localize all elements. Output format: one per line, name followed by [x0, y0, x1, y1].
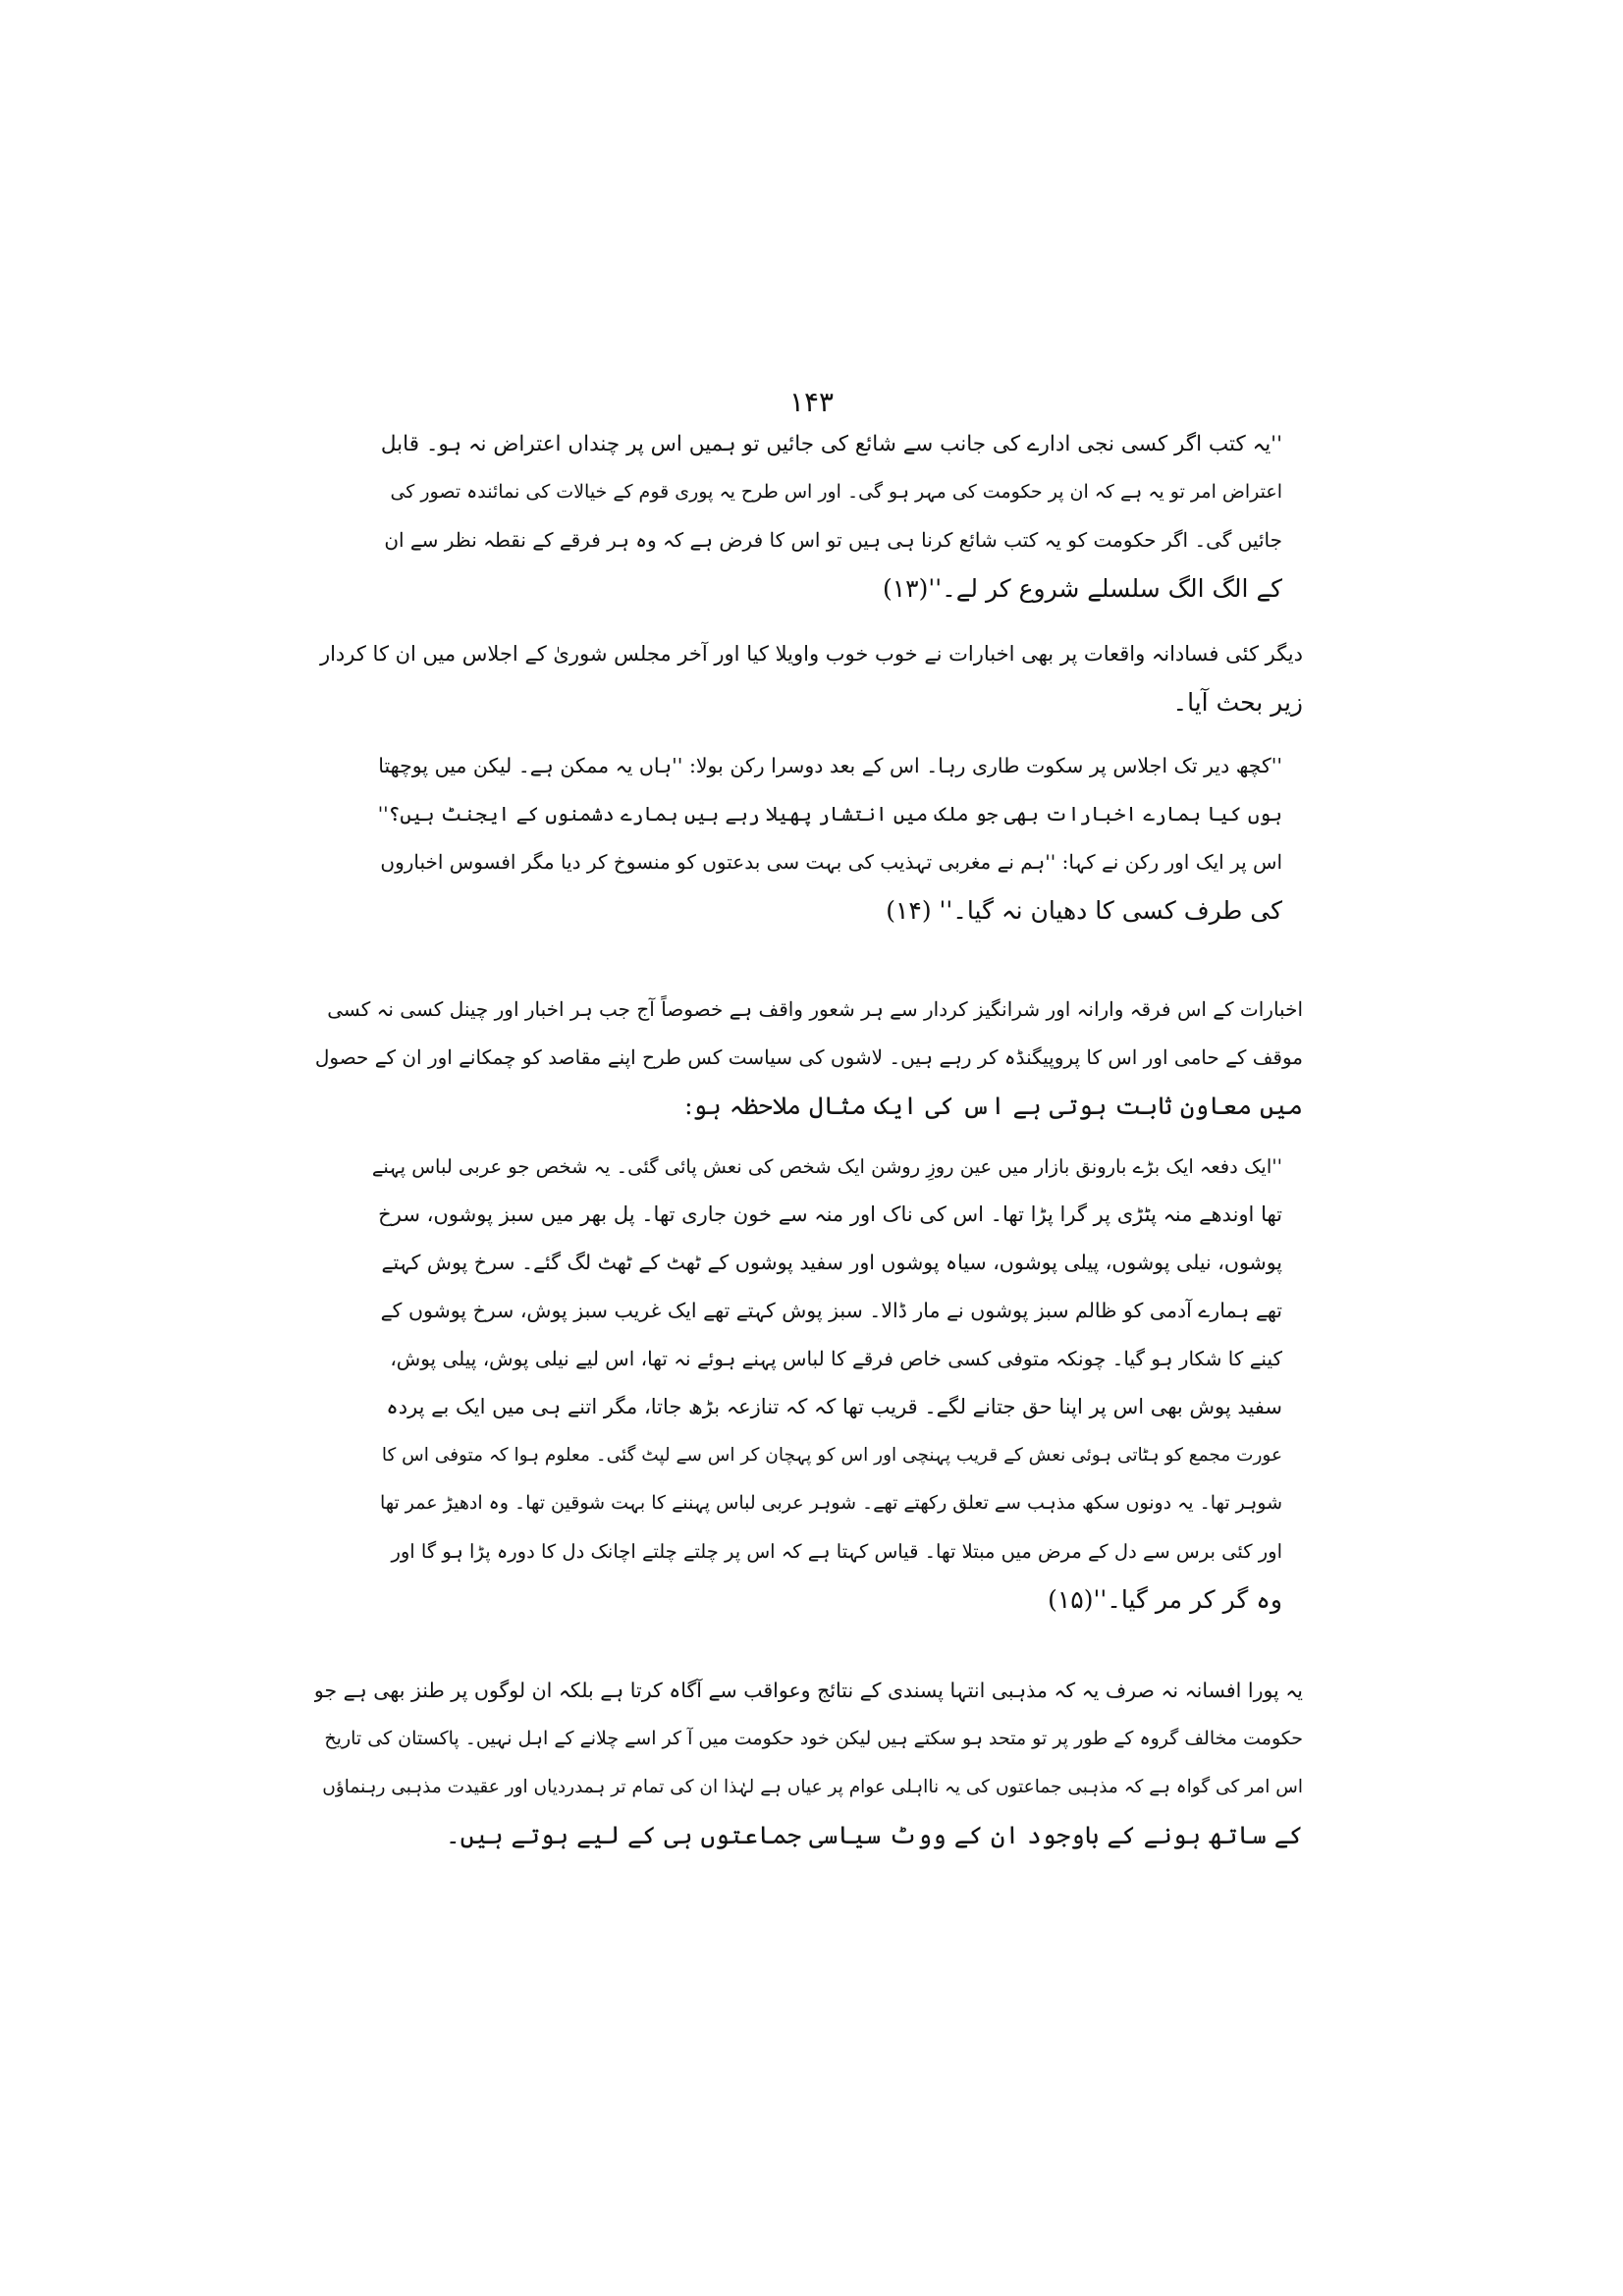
text-line: میں معاون ثابت ہوتی ہے اس کی ایک مثال ملاحظہ ہو: [684, 1092, 1303, 1120]
text-line: ''یہ کتب اگر کسی نجی ادارے کی جانب سے شائع کی جائیں تو ہمیں اس پر چنداں اعتراض نہ ہو۔ قابل [380, 432, 1282, 456]
text-line: ''کچھ دیر تک اجلاس پر سکوت طاری رہا۔ اس کے بعد دوسرا رکن بولا: ''ہاں یہ ممکن ہے۔ لیکن میں پوچھتا [378, 754, 1282, 777]
text-line: اعتراض امر تو یہ ہے کہ ان پر حکومت کی مہر ہو گی۔ اور اس طرح یہ پوری قوم کے خیالات کی نمائندہ تصور کی [390, 481, 1282, 503]
text-line: کی طرف کسی کا دھیان نہ گیا۔'' (۱۴) [886, 896, 1282, 925]
paragraph [314, 1667, 1303, 1859]
text-line: زیر بحث آیا۔ [1172, 688, 1303, 717]
text-line: تھے ہمارے آدمی کو ظالم سبز پوشوں نے مار ڈالا۔ سبز پوش کہتے تھے ایک غریب سبز پوش، سرخ پوشوں کے [380, 1299, 1282, 1322]
text-line: دیگر کئی فسادانہ واقعات پر بھی اخبارات نے خوب خوب واویلا کیا اور آخر مجلس شوریٰ کے اجلاس میں ان کا کردار [319, 642, 1303, 666]
paragraph [314, 986, 1303, 1130]
quotation-15 [371, 1143, 1282, 1624]
text-line: پوشوں، نیلی پوشوں، پیلی پوشوں، سیاہ پوشوں اور سفید پوشوں کے ٹھٹ کے ٹھٹ لگ گئے۔ سرخ پوش کہتے [381, 1251, 1282, 1274]
text-line: وہ گر کر مر گیا۔''(۱۵) [1048, 1585, 1282, 1614]
text-line: ''ایک دفعہ ایک بڑے بارونق بازار میں عین روزِ روشن ایک شخص کی نعش پائی گئی۔ یہ شخص جو عربی لباس پہنے [371, 1155, 1282, 1178]
text-line: عورت مجمع کو ہٹاتی ہوئی نعش کے قریب پہنچی اور اس کو پہچان کر اس سے لپٹ گئی۔ معلوم ہوا کہ متوفی اس کا [381, 1445, 1282, 1466]
text-line: اور کئی برس سے دل کے مرض میں مبتلا تھا۔ قیاس کہتا ہے کہ اس پر چلتے چلتے اچانک دل کا دورہ پڑا ہو گا اور [391, 1540, 1282, 1563]
text-line: شوہر تھا۔ یہ دونوں سکھ مذہب سے تعلق رکھتے تھے۔ شوہر عربی لباس پہننے کا بہت شوقین تھا۔ وہ ادھیڑ عمر تھا [379, 1492, 1282, 1514]
text-line: ہوں کیا ہمارے اخبارات بھی جو ملک میں انتشار پھیلا رہے ہیں ہمارے دشمنوں کے ایجنٹ ہیں؟'' [377, 802, 1282, 826]
quotation-14 [371, 742, 1282, 934]
text-line: جائیں گی۔ اگر حکومت کو یہ کتب شائع کرنا ہی ہیں تو اس کا فرض ہے کہ وہ ہر فرقے کے نقطہ نظر سے ان [384, 528, 1282, 552]
text-line: اس پر ایک اور رکن نے کہا: ''ہم نے مغربی تہذیب کی بہت سی بدعتوں کو منسوخ کر دیا مگر افسوس اخباروں [380, 850, 1282, 874]
text-line: کینے کا شکار ہو گیا۔ چونکہ متوفی کسی خاص فرقے کا لباس پہنے ہوئے نہ تھا، اس لیے نیلی پوش، پیلی پوش، [390, 1347, 1282, 1370]
text-line: موقف کے حامی اور اس کا پروپیگنڈہ کر رہے ہیں۔ لاشوں کی سیاست کس طرح اپنے مقاصد کو چمکانے اور ان کے حصول [314, 1045, 1303, 1069]
page-number: ۱۴۳ [788, 386, 835, 418]
text-line: اس امر کی گواہ ہے کہ مذہبی جماعتوں کی یہ نااہلی عوام پر عیاں ہے لہٰذا ان کی تمام تر ہمدردیاں اور عقیدت مذہبی رہنماؤں [322, 1777, 1303, 1797]
text-line: اخبارات کے اس فرقہ وارانہ اور شرانگیز کردار سے ہر شعور واقف ہے خصوصاً آج جب ہر اخبار اور چینل کسی نہ کسی [327, 997, 1303, 1021]
text-line: کے ساتھ ہونے کے باوجود ان کے ووٹ سیاسی جماعتوں ہی کے لیے ہوتے ہیں۔ [446, 1821, 1303, 1849]
text-line: کے الگ الگ سلسلے شروع کر لے۔''(۱۳) [882, 574, 1282, 603]
text-line: تھا اوندھے منہ پٹڑی پر گرا پڑا تھا۔ اس کی ناک اور منہ سے خون جاری تھا۔ پل بھر میں سبز پوشوں، سرخ [378, 1202, 1282, 1226]
quotation-13 [371, 420, 1282, 613]
text-line: سفید پوش بھی اس پر اپنا حق جتانے لگے۔ قریب تھا کہ کہ تنازعہ بڑھ جاتا، مگر اتنے ہی میں ایک بے پردہ [386, 1395, 1282, 1418]
text-line: حکومت مخالف گروہ کے طور پر تو متحد ہو سکتے ہیں لیکن خود حکومت میں آ کر اسے چلانے کے اہل نہیں۔ پاکستان کی تاریخ [324, 1728, 1303, 1749]
paragraph [314, 630, 1303, 726]
text-line: یہ پورا افسانہ نہ صرف یہ کہ مذہبی انتہا پسندی کے نتائج وعواقب سے آگاہ کرتا ہے بلکہ ان لوگوں پر طنز بھی ہے جو [314, 1679, 1303, 1702]
